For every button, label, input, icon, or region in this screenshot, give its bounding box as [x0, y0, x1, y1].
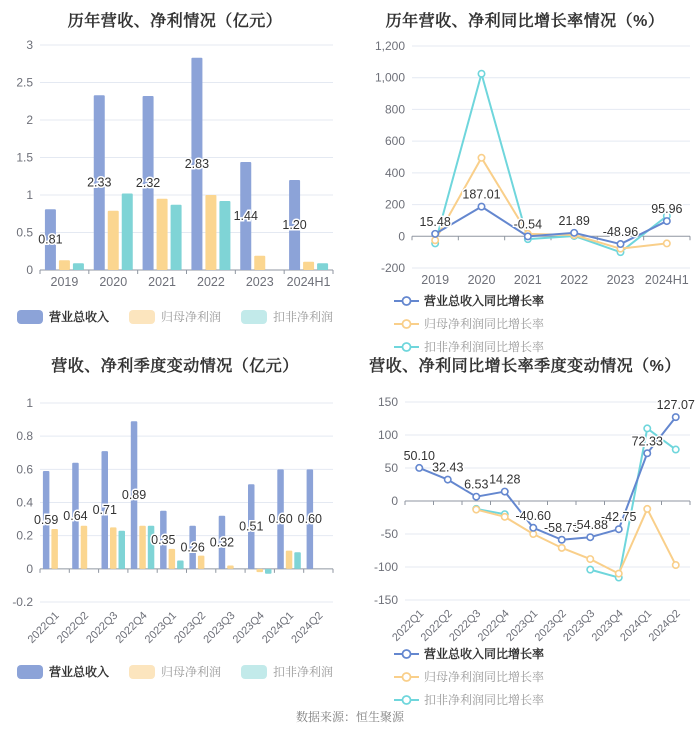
x-axis-category-label: 2020: [467, 273, 496, 287]
x-axis-category-label: 2024Q2: [646, 607, 683, 644]
legend-label: 归母净利润: [160, 310, 221, 324]
x-axis-category-label: 2022Q2: [54, 609, 92, 646]
y-axis-tick-label: 50: [384, 461, 398, 475]
data-source-footer: 数据来源：恒生聚源: [295, 710, 404, 724]
chart-title-quarterly-growth-rate: 营收、净利同比增长率季度变动情况（%）: [369, 358, 681, 375]
bar: [254, 256, 265, 270]
legend-bar-swatch-icon: [241, 310, 267, 324]
point-value-label: 32.43: [432, 460, 464, 475]
bar: [108, 211, 119, 270]
bar: [303, 262, 314, 270]
x-axis-category-label: 2024Q2: [289, 609, 326, 646]
point-marker: [616, 570, 622, 576]
bar: [198, 556, 205, 569]
point-marker: [559, 537, 565, 543]
point-marker: [478, 203, 484, 209]
bar-value-label: 0.81: [38, 232, 63, 247]
bar: [169, 549, 176, 569]
legend-bar-swatch-icon: [17, 310, 43, 324]
chart-title-quarterly-revenue-profit: 营收、净利季度变动情况（亿元）: [51, 358, 299, 375]
bar: [219, 201, 230, 270]
y-axis-tick-label: 0: [398, 229, 405, 244]
point-marker: [478, 71, 484, 77]
bar-value-label: 0.64: [63, 508, 88, 523]
y-axis-tick-label: 0.4: [16, 495, 33, 510]
x-axis-category-label: 2023Q1: [142, 609, 179, 646]
point-marker: [644, 450, 650, 456]
legend-label: 扣非净利润同比增长率: [424, 340, 545, 354]
point-marker: [473, 493, 479, 499]
legend-item-series-1[interactable]: [129, 308, 221, 325]
bar: [265, 569, 272, 574]
chart-annual-revenue-profit: [0, 0, 350, 345]
bar-value-label: 0.89: [121, 488, 147, 503]
legend-quarterly-growth-rate: [350, 645, 700, 708]
legend-quarterly-revenue-profit: [0, 663, 350, 680]
point-marker: [644, 425, 650, 431]
point-value-label: 14.28: [489, 472, 521, 487]
bar: [110, 527, 117, 568]
bar-value-label: 2.83: [184, 156, 210, 171]
bar: [51, 529, 58, 569]
legend-label: 归母净利润: [160, 665, 221, 679]
x-axis-category-label: 2022Q3: [84, 609, 121, 646]
y-axis-tick-label: 1,000: [374, 70, 405, 85]
x-axis-category-label: 2024H1: [644, 273, 689, 287]
chart-title-annual-growth-rate: 历年营收、净利同比增长率情况（%）: [385, 13, 665, 30]
y-axis-tick-label: 0.5: [16, 225, 33, 240]
point-marker: [617, 241, 623, 247]
point-value-label: 95.96: [651, 202, 683, 217]
point-value-label: 50.10: [403, 448, 435, 463]
y-axis-tick-label: 1.5: [16, 150, 33, 165]
y-axis-tick-label: 0: [26, 561, 33, 576]
point-marker: [432, 231, 438, 237]
x-axis-category-label: 2023Q4: [589, 607, 626, 644]
legend-label: 扣非净利润: [273, 665, 334, 679]
point-marker: [587, 534, 593, 540]
legend-item-series-1[interactable]: [394, 668, 544, 685]
point-marker: [587, 556, 593, 562]
x-axis-category-label: 2023Q1: [504, 607, 541, 644]
bar-value-label: 0.71: [92, 502, 117, 517]
y-axis-tick-label: 100: [377, 428, 398, 442]
point-value-label: 127.07: [656, 398, 695, 413]
y-axis-tick-label: -100: [373, 560, 398, 574]
chart-quarterly-growth-rate: [350, 345, 700, 707]
point-value-label: -54.88: [572, 518, 608, 533]
bar: [257, 569, 264, 572]
legend-item-series-0[interactable]: [394, 645, 544, 662]
chart-quarterly-revenue-profit: [0, 345, 350, 700]
point-marker: [644, 506, 650, 512]
point-marker: [673, 414, 679, 420]
y-axis-tick-label: 0.6: [16, 462, 33, 477]
point-value-label: -58.73: [544, 520, 580, 535]
bar: [139, 526, 146, 569]
x-axis-category-label: 2023: [606, 273, 635, 287]
x-axis-category-label: 2023Q4: [230, 609, 267, 646]
point-marker: [571, 230, 577, 236]
legend-item-series-1[interactable]: [129, 663, 221, 680]
bar: [81, 526, 88, 569]
legend-item-series-2[interactable]: [241, 663, 333, 680]
legend-item-series-0[interactable]: [394, 292, 544, 309]
line-series-1: [473, 506, 679, 577]
bar: [171, 205, 182, 270]
point-marker: [416, 465, 422, 471]
legend-label: 营业总收入同比增长率: [424, 647, 545, 661]
legend-bar-swatch-icon: [17, 665, 43, 679]
bar: [294, 552, 301, 569]
y-axis-tick-label: 0: [26, 263, 33, 277]
point-value-label: -0.54: [513, 217, 543, 232]
point-marker: [525, 233, 531, 239]
x-axis-category-label: 2023Q3: [201, 609, 238, 646]
y-axis-tick-label: 0.8: [16, 429, 33, 444]
y-axis-tick-label: 0.2: [16, 528, 33, 543]
point-marker: [559, 545, 565, 551]
x-axis-category-label: 2023Q2: [532, 607, 569, 644]
x-axis-category-label: 2019: [50, 275, 79, 289]
point-value-label: -48.96: [602, 225, 639, 240]
y-axis-tick-label: 400: [384, 165, 405, 180]
quarterly-revenue-profit-plot: [0, 383, 350, 683]
point-marker: [587, 566, 593, 572]
legend-item-series-1[interactable]: [394, 315, 544, 332]
bar-value-label: 1.20: [282, 218, 307, 232]
x-axis-category-label: 2022: [197, 275, 225, 289]
y-axis-tick-label: -150: [373, 593, 398, 607]
annual-revenue-profit-plot: [0, 35, 350, 293]
bar-value-label: 0.60: [268, 512, 293, 527]
x-axis-category-label: 2022Q3: [447, 607, 484, 644]
bar: [122, 194, 133, 271]
chart-annual-growth-rate: [350, 0, 700, 354]
y-axis-tick-label: 0: [391, 494, 398, 508]
x-axis-category-label: 2024Q1: [259, 609, 297, 646]
legend-line-marker-icon: [394, 648, 419, 660]
point-marker: [530, 525, 536, 531]
y-axis-tick-label: 2.5: [16, 75, 33, 90]
x-axis-category-label: 2023Q2: [172, 609, 209, 646]
point-value-label: 15.48: [419, 214, 451, 229]
point-value-label: 187.01: [462, 187, 501, 202]
point-marker: [616, 526, 622, 532]
legend-item-series-2[interactable]: [241, 308, 333, 325]
x-axis-category-label: 2023: [245, 275, 274, 289]
legend-label: 扣非净利润同比增长率: [424, 693, 545, 707]
x-axis-category-label: 2021: [513, 273, 542, 287]
y-axis-tick-label: 150: [377, 395, 398, 409]
annual-growth-rate-plot: [350, 35, 700, 293]
bar: [177, 561, 184, 569]
y-axis-tick-label: 3: [26, 38, 33, 52]
legend-line-marker-icon: [394, 671, 419, 683]
series-line: [590, 428, 676, 577]
bar: [227, 566, 234, 569]
legend-bar-swatch-icon: [129, 665, 155, 679]
y-axis-tick-label: 1: [26, 396, 33, 410]
bar-series-2: [119, 526, 301, 574]
point-marker: [478, 155, 484, 161]
x-axis-category-label: 2022Q4: [113, 609, 150, 646]
x-axis-category-label: 2019: [421, 273, 450, 287]
y-axis-tick-label: -50: [380, 527, 398, 541]
y-axis-tick-label: -0.2: [12, 595, 33, 609]
point-marker: [432, 237, 438, 243]
point-marker: [502, 488, 508, 494]
legend-item-series-0[interactable]: [17, 663, 109, 680]
x-axis-category-label: 2022Q4: [475, 607, 512, 644]
bar-value-label: 0.51: [239, 519, 264, 534]
legend-label: 营业总收入: [48, 665, 109, 679]
bar-value-label: 1.44: [233, 209, 258, 223]
x-axis-category-label: 2020: [99, 275, 128, 289]
point-marker: [664, 240, 670, 246]
point-marker: [473, 506, 479, 512]
point-value-label: 72.33: [631, 434, 663, 449]
bar: [317, 263, 328, 270]
point-value-label: -40.60: [515, 508, 551, 523]
y-axis-tick-label: 600: [384, 134, 405, 149]
y-axis-tick-label: 2: [26, 113, 33, 127]
x-axis-category-label: 2023Q3: [561, 607, 598, 644]
point-marker: [673, 562, 679, 568]
bar: [59, 260, 70, 270]
point-value-label: 6.53: [464, 477, 489, 492]
legend-annual-revenue-profit: [0, 308, 350, 325]
bar: [73, 263, 84, 270]
legend-label: 扣非净利润: [273, 310, 334, 324]
bar-value-label: 0.32: [209, 535, 235, 550]
bar: [119, 531, 126, 569]
x-axis-category-label: 2022Q1: [25, 609, 62, 646]
bar-value-label: 0.59: [33, 512, 59, 527]
bar: [157, 199, 168, 270]
legend-line-marker-icon: [394, 295, 419, 307]
point-marker: [502, 514, 508, 520]
point-marker: [445, 476, 451, 482]
point-marker: [673, 446, 679, 452]
legend-label: 营业总收入同比增长率: [424, 294, 545, 308]
y-axis-tick-label: 1: [26, 188, 33, 202]
y-axis-tick-label: 1,200: [374, 39, 405, 53]
point-marker: [664, 218, 670, 224]
point-value-label: -42.75: [601, 510, 637, 525]
quarterly-growth-rate-plot: [350, 383, 700, 683]
bar-value-label: 0.60: [297, 512, 323, 527]
legend-line-marker-icon: [394, 318, 419, 330]
x-axis-category-label: 2021: [148, 275, 176, 289]
legend-label: 归母净利润同比增长率: [424, 317, 545, 331]
y-axis-tick-label: 200: [384, 197, 405, 212]
legend-label: 归母净利润同比增长率: [424, 670, 545, 684]
bar: [205, 195, 216, 270]
legend-bar-swatch-icon: [129, 310, 155, 324]
bar-value-label: 2.32: [135, 176, 161, 190]
y-axis-tick-label: 800: [384, 102, 405, 117]
x-axis-category-label: 2022: [560, 273, 589, 287]
legend-item-series-0[interactable]: [17, 308, 109, 325]
legend-label: 营业总收入: [48, 310, 109, 324]
bar-value-label: 0.35: [151, 532, 176, 547]
y-axis-tick-label: -200: [380, 261, 405, 275]
x-axis-category-label: 2024H1: [286, 275, 331, 289]
chart-title-annual-revenue-profit: 历年营收、净利情况（亿元）: [67, 13, 283, 30]
bar-value-label: 2.33: [87, 175, 112, 190]
x-axis-category-label: 2024Q1: [618, 607, 655, 644]
point-value-label: 21.89: [558, 213, 590, 228]
bar-value-label: 0.26: [180, 540, 205, 555]
bar: [286, 551, 293, 569]
x-axis-category-label: 2022Q2: [418, 607, 455, 644]
legend-bar-swatch-icon: [241, 665, 267, 679]
x-axis-category-label: 2022Q1: [390, 607, 427, 644]
